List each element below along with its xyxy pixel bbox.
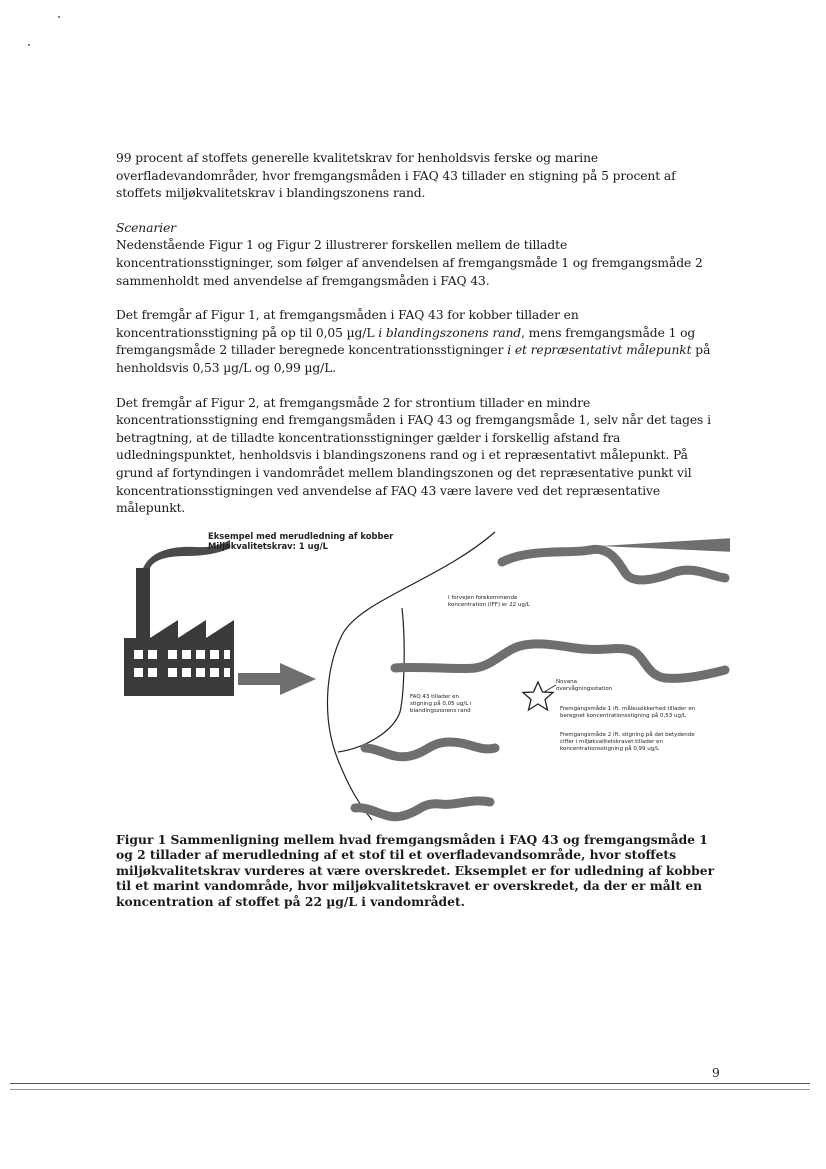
paragraph-3: Det fremgår af Figur 1, at fremgangsmåden i FAQ 43 for kobber tillader en koncentrationsstigning på op til 0,05 µg/L i blandingszonens rand, mens fremgangsmåde 1 og fremgangsmåde 2 tillader beregnede koncentrationsstigninger i et repræsentativt målepunkt på henholdsvis 0,53 µg/L og 0,99 µg/L. xyxy=(116,308,711,375)
plume-middle xyxy=(395,644,725,679)
monitoring-station-star-icon xyxy=(523,682,553,710)
figure-1 xyxy=(110,520,730,830)
method1-label: Fremgangsmåde 1 ift. måleusikkerhed tillader en beregnet koncentrationsstigning på 0,53 ug/L xyxy=(560,706,696,719)
paragraph-1: 99 procent af stoffets generelle kvalitetskrav for henholdsvis ferske og marine overfladevandområder, hvor fremgangsmåden i FAQ 43 tillader en stigning på 5 procent af stoffets miljøkvalitetskrav i blandingszonens rand. xyxy=(116,151,676,201)
paragraph-2: Nedenstående Figur 1 og Figur 2 illustrerer forskellen mellem de tilladte koncentrationsstigninger, som følger af anvendelsen af fremgangsmåde 1 og fremgangsmåde 2 sammenholdt med anvendelse af fremgangsmåden i FAQ 43. xyxy=(116,238,703,288)
plumes xyxy=(355,549,725,816)
figure-title: Eksempel med merudledning af kobber Miljøkvalitetskrav: 1 ug/L xyxy=(208,531,394,552)
scenarier-heading: Scenarier xyxy=(116,220,176,235)
scan-speck xyxy=(58,16,60,18)
page-number: 9 xyxy=(712,1066,720,1080)
station-label: Novana overvågningsstation xyxy=(556,679,613,692)
station-pointer xyxy=(544,685,556,692)
discharge-arrow xyxy=(238,663,316,695)
plume-top xyxy=(502,549,725,580)
figure-caption: Figur 1 Sammenligning mellem hvad fremgangsmåden i FAQ 43 og fremgangsmåde 1 og 2 tillader af merudledning af et stof til et overfladevandsområde, hvor stoffets miljøkvalitetskrav vurderes at være overskredet. Eksemplet er for udledning af kobber til et marint vandområde, hvor miljøkvalitetskravet er overskredet, da der er målt en koncentration af stoffet på 22 µg/L i vandområdet. xyxy=(116,832,715,909)
scan-speck xyxy=(28,44,30,46)
plume-lower xyxy=(365,742,495,757)
mixing-zone-line xyxy=(338,608,404,752)
background-concentration-label: I forvejen forekommende koncentration (IFF) er 22 ug/L xyxy=(448,595,530,608)
footer-rule xyxy=(10,1083,810,1084)
footer-rule-secondary xyxy=(10,1089,810,1090)
method2-label: Fremgangsmåde 2 ift. stigning på det betydende ciffer i miljøkvalitetskravet tillader en koncentrationsstigning på 0,99 ug/L xyxy=(560,732,695,752)
paragraph-4: Det fremgår af Figur 2, at fremgangsmåde 2 for strontium tillader en mindre koncentrationsstigning end fremgangsmåden i FAQ 43 og fremgangsmåde 1, selv når det tages i betragtning, at de tilladte koncentrationsstigninger gælder i forskellig afstand fra udledningspunktet, henholdsvis i blandingszonens rand og i et repræsentativt målepunkt. På grund af fortyndingen i vandområdet mellem blandingszonen og det repræsentative punkt vil koncentrationsstigningen ved anvendelse af FAQ 43 være lavere ved det repræsentative målepunkt. xyxy=(116,395,711,516)
faq43-label: FAQ 43 tillader en stigning på 0,05 ug/L i blandingszonens rand xyxy=(410,694,472,714)
figure-illustration xyxy=(110,520,730,830)
plume-top-right xyxy=(600,538,730,552)
page-body xyxy=(116,150,716,535)
plume-bottom xyxy=(355,801,490,817)
coastline xyxy=(327,532,495,820)
